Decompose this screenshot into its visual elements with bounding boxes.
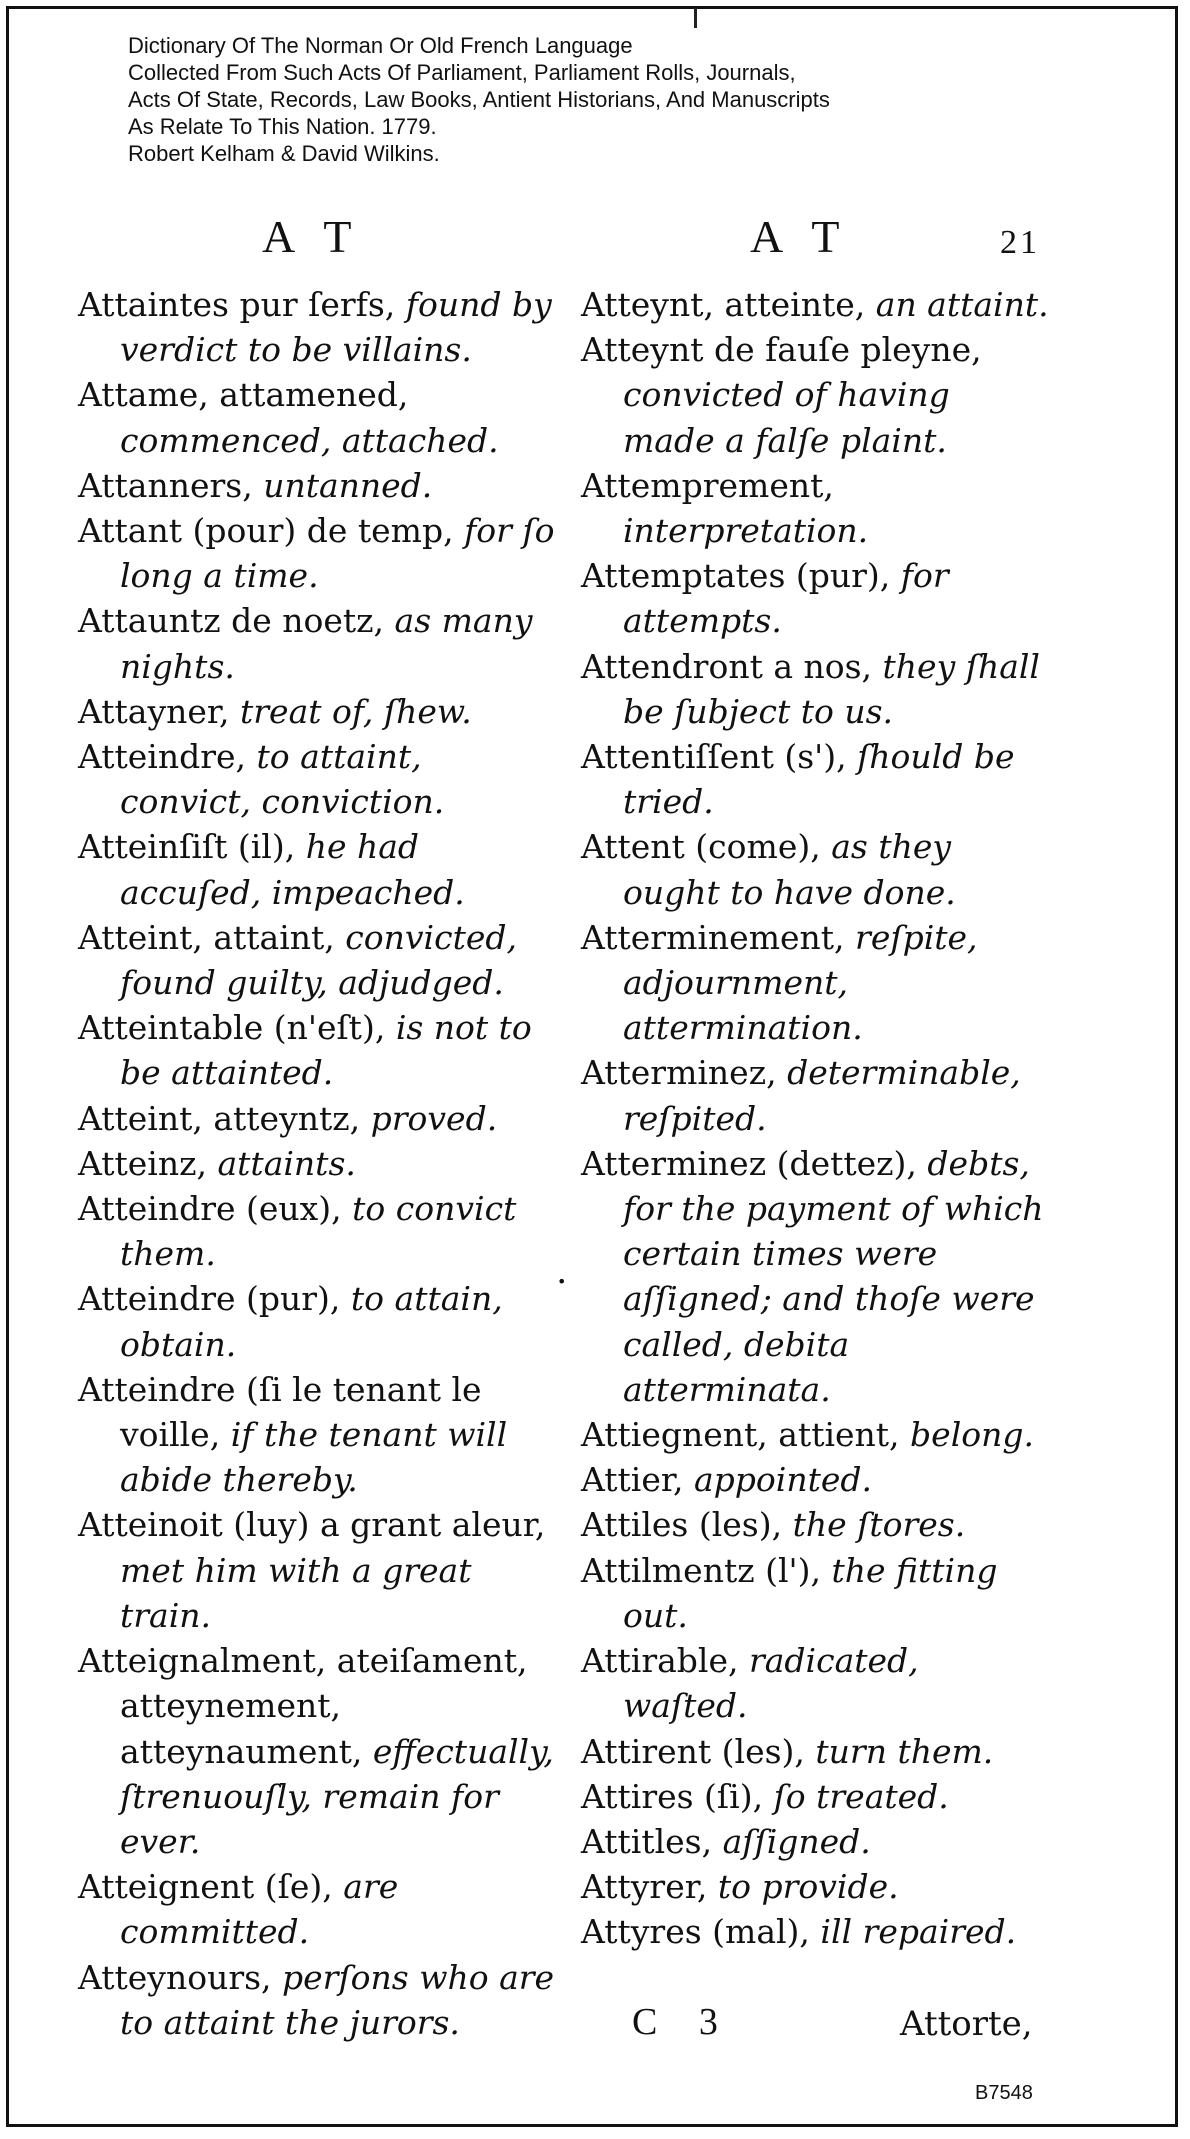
top-tick-mark [694, 8, 697, 28]
entry-gloss: treat of, ſhew. [240, 691, 472, 731]
dictionary-entry [581, 463, 1051, 553]
entry-term: Atteynt, atteinte, [581, 285, 866, 324]
entry-term: Attayner, [78, 691, 230, 731]
dictionary-entry [78, 1096, 558, 1141]
entry-term: Attitles, [581, 1821, 713, 1861]
dictionary-entry [78, 915, 558, 1005]
entry-term: Attyres (mal), [581, 1912, 810, 1952]
entry-gloss: to provide. [717, 1867, 899, 1907]
entry-gloss: if the tenant will abide thereby. [120, 1415, 508, 1500]
entry-gloss: to attain, obtain. [120, 1279, 503, 1364]
entry-term: Atterminez (dettez), [581, 1143, 917, 1183]
dictionary-entry [581, 1502, 1051, 1547]
entry-term: Attant (pour) de temp, [78, 511, 454, 551]
entry-term: Attemprement, [581, 465, 834, 505]
entry-term: Atteinz, [78, 1143, 207, 1183]
entry-term: Atteignalment, ateiſament, atteynement, atteynaument, [78, 1641, 528, 1771]
entry-term: Attanners, [78, 465, 253, 505]
dictionary-entry [581, 1638, 1051, 1728]
entry-term: Attirent (les), [581, 1731, 805, 1771]
dictionary-entry [581, 553, 1051, 643]
entry-term: Attilmentz (l'), [581, 1550, 821, 1590]
page-number: 21 [1000, 224, 1040, 261]
entry-gloss: turn them. [815, 1731, 994, 1771]
dictionary-entry [78, 1005, 558, 1095]
right-column [581, 282, 1051, 1955]
entry-gloss: determinable, reſpited. [623, 1053, 1021, 1138]
entry-gloss: ſo treated. [773, 1776, 949, 1816]
document-header [128, 32, 1028, 167]
left-column [78, 282, 558, 2045]
entry-term: Attyrer, [581, 1867, 708, 1907]
entry-gloss: belong. [910, 1415, 1034, 1455]
dictionary-entry [78, 824, 558, 914]
entry-term: Atteynours, [78, 1957, 272, 1997]
dictionary-entry [78, 689, 558, 734]
entry-gloss: are committed. [120, 1867, 399, 1952]
entry-gloss: is not to be attainted. [120, 1008, 532, 1093]
dictionary-entry [78, 1864, 558, 1954]
dictionary-entry [581, 915, 1051, 1051]
dictionary-entry [78, 1141, 558, 1186]
entry-term: Attendront a nos, [581, 646, 873, 686]
entry-term: Attauntz de noetz, [78, 601, 385, 641]
entry-gloss: interpretation. [623, 511, 869, 551]
entry-term: Atterminement, [581, 917, 845, 957]
dictionary-entry [581, 734, 1051, 824]
entry-gloss: for attempts. [623, 556, 949, 641]
entry-term: Attaintes pur ſerfs, [78, 285, 396, 324]
entry-term: Atteintable (n'eſt), [78, 1008, 386, 1048]
entry-gloss: perſons who are to attaint the jurors. [120, 1957, 555, 2042]
dictionary-entry [581, 1050, 1051, 1140]
entry-term: Atteindre (pur), [78, 1279, 341, 1319]
entry-gloss: reſpite, adjournment, attermination. [623, 917, 978, 1048]
dictionary-entry [581, 1457, 1051, 1502]
document-code: B7548 [975, 2082, 1033, 2104]
entry-gloss: radicated, waſted. [623, 1641, 919, 1726]
entry-gloss: for ſo long a time. [120, 511, 555, 596]
header-line: Collected From Such Acts Of Parliament, Parliament Rolls, Journals, [128, 60, 796, 85]
entry-term: Atteignent (ſe), [78, 1867, 333, 1907]
dictionary-entry [78, 372, 558, 462]
entry-term: Atteinoit (luy) a grant aleur, [78, 1505, 546, 1545]
running-head-right: A T [750, 211, 850, 262]
entry-gloss: aſſigned. [722, 1821, 871, 1861]
entry-term: Attame, attamened, [78, 375, 409, 415]
dictionary-entry [581, 1819, 1051, 1864]
dictionary-entry [78, 598, 558, 688]
entry-term: Attemptates (pur), [581, 556, 891, 596]
entry-term: Attier, [581, 1460, 684, 1500]
entry-gloss: convicted, found guilty, adjudged. [120, 917, 517, 1003]
dictionary-entry [581, 644, 1051, 734]
entry-gloss: debts, for the payment of which certain times were aſſigned; and thoſe were called, debita atterminata. [623, 1143, 1044, 1409]
dictionary-entry [78, 1276, 558, 1366]
dictionary-entry [78, 1502, 558, 1638]
dictionary-entry [78, 1638, 558, 1864]
entry-gloss: attaints. [217, 1143, 356, 1183]
entry-term: Atteint, attaint, [78, 917, 335, 957]
entry-term: Atteynt de fauſe pleyne, [581, 330, 982, 370]
entry-term: Atteint, atteyntz, [78, 1098, 361, 1138]
entry-gloss: to attaint, convict, conviction. [120, 737, 445, 822]
entry-gloss: proved. [370, 1098, 498, 1138]
entry-gloss: the fitting out. [623, 1550, 998, 1635]
entry-gloss: met him with a great train. [120, 1550, 472, 1635]
dictionary-entry [581, 1548, 1051, 1638]
dictionary-entry [581, 327, 1051, 463]
entry-term: Attent (come), [581, 827, 821, 867]
header-line: Acts Of State, Records, Law Books, Antient Historians, And Manuscripts [128, 87, 830, 112]
entry-gloss: an attaint. [875, 285, 1049, 324]
dictionary-entry [581, 824, 1051, 914]
entry-term: Attirable, [581, 1641, 739, 1681]
entry-gloss: appointed. [694, 1460, 873, 1500]
entry-gloss: convicted of having made a falſe plaint. [623, 375, 950, 460]
entry-gloss: to convict them. [120, 1189, 517, 1274]
entry-gloss: untanned. [263, 465, 433, 505]
header-line: Dictionary Of The Norman Or Old French Language [128, 33, 633, 58]
entry-term: Atteindre, [78, 737, 247, 777]
entry-gloss: he had accuſed, impeached. [120, 827, 465, 912]
dictionary-entry [78, 463, 558, 508]
entry-gloss: as they ought to have done. [623, 827, 956, 912]
catchword: Attorte, [900, 2004, 1033, 2044]
dictionary-entry [581, 1141, 1051, 1412]
dictionary-entry [581, 282, 1051, 327]
entry-gloss: as many nights. [120, 601, 533, 686]
header-line: Robert Kelham & David Wilkins. [128, 141, 440, 166]
entry-gloss: effectually, ſtrenuouſly, remain for ever. [120, 1731, 554, 1861]
entry-gloss: ſhould be tried. [623, 737, 1015, 822]
dictionary-entry [78, 1186, 558, 1276]
dictionary-entry [581, 1909, 1051, 1954]
entry-gloss: ill repaired. [820, 1912, 1017, 1952]
entry-term: Atteindre (eux), [78, 1189, 342, 1229]
dictionary-entry [581, 1864, 1051, 1909]
dictionary-entry [78, 508, 558, 598]
dictionary-entry [78, 1367, 558, 1503]
dictionary-entry [78, 282, 558, 372]
signature-mark: C 3 [632, 2001, 734, 2043]
entry-term: Atteindre (ſi le tenant le voille, [78, 1369, 482, 1455]
running-head-left: A T [262, 211, 362, 262]
dictionary-entry [78, 734, 558, 824]
entry-gloss: the ſtores. [792, 1505, 966, 1545]
entry-gloss: found by verdict to be villains. [120, 285, 552, 370]
header-line: As Relate To This Nation. 1779. [128, 114, 437, 139]
entry-term: Attiles (les), [581, 1505, 783, 1545]
entry-term: Attentiſſent (s'), [581, 737, 847, 777]
dictionary-entry [78, 1955, 558, 2045]
entry-gloss: commenced, attached. [120, 420, 499, 460]
dictionary-entry [581, 1729, 1051, 1774]
margin-dot: • [557, 1272, 567, 1291]
entry-term: Atteinſiſt (il), [78, 827, 296, 867]
dictionary-entry [581, 1774, 1051, 1819]
entry-gloss: they ſhall be ſubject to us. [623, 646, 1040, 731]
entry-term: Attiegnent, attient, [581, 1415, 900, 1455]
entry-term: Attires (ſi), [581, 1776, 764, 1816]
dictionary-entry [581, 1412, 1051, 1457]
entry-term: Atterminez, [581, 1053, 777, 1093]
